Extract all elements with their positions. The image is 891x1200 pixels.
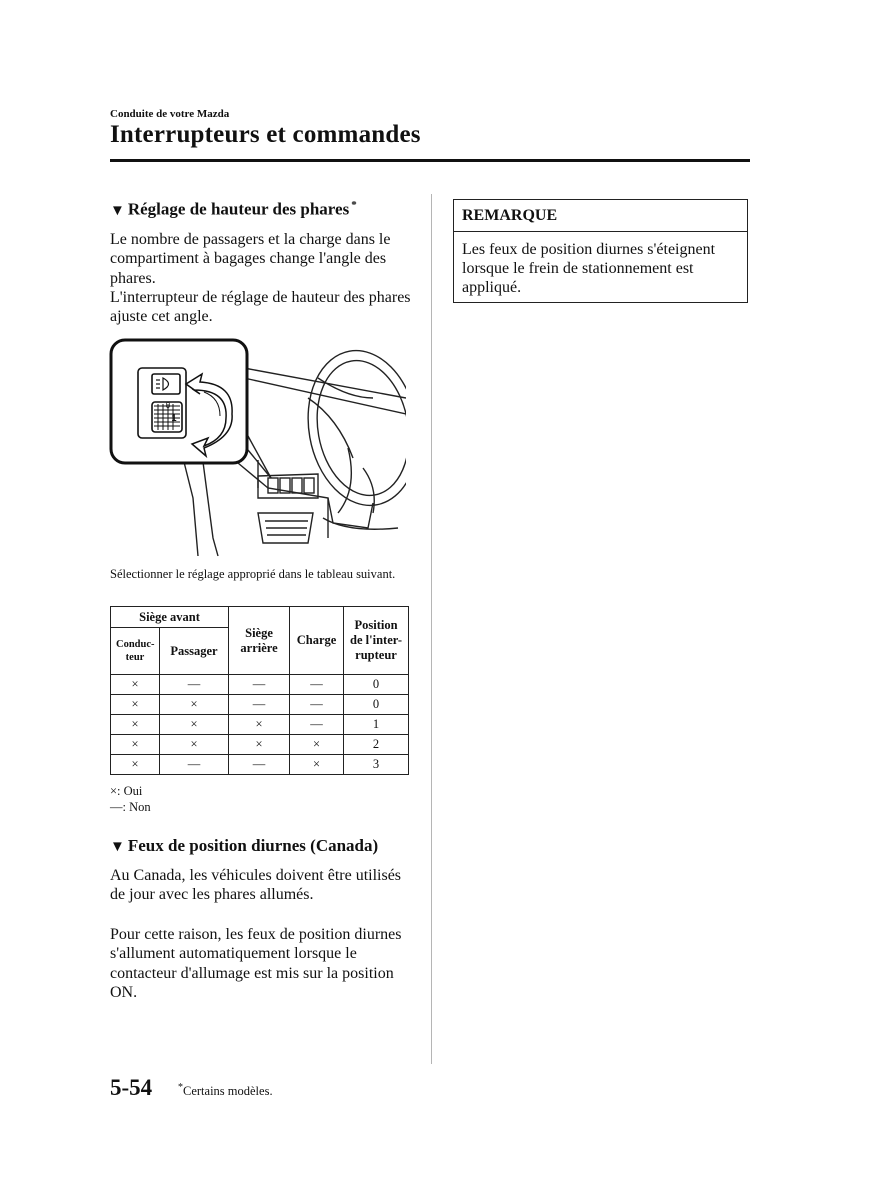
table-cell: — — [160, 755, 229, 775]
dial-number-1: 1 — [171, 413, 177, 423]
body-paragraph: Pour cette raison, les feux de position diurnes s'allument automatiquement lorsque le contacteur d'allumage est mis sur la position ON. — [110, 926, 402, 1001]
table-cell: × — [111, 675, 160, 695]
legend-no: —: Non — [110, 800, 151, 814]
table-row — [111, 715, 409, 735]
table-caption: Sélectionner le réglage approprié dans le tableau suivant. — [110, 567, 396, 581]
headlight-leveling-switch-illustration — [108, 338, 406, 558]
table-row — [111, 675, 409, 695]
section-title: Feux de position diurnes (Canada) — [127, 836, 379, 855]
table-row — [111, 695, 409, 715]
table-cell: × — [160, 715, 229, 735]
body-paragraph: L'interrupteur de réglage de hauteur des phares ajuste cet angle. — [110, 289, 411, 326]
footnote-text: Certains modèles. — [183, 1084, 273, 1099]
table-cell: × — [229, 715, 290, 735]
running-head: Conduite de votre Mazda — [110, 108, 230, 120]
asterisk-icon: * — [178, 1082, 183, 1093]
table-cell: × — [111, 755, 160, 775]
table-cell: × — [111, 695, 160, 715]
table-cell: — — [290, 695, 344, 715]
table-cell: × — [290, 735, 344, 755]
body-paragraph: Au Canada, les véhicules doivent être utilisés de jour avec les phares allumés. — [110, 867, 402, 904]
note-text: Les feux de position diurnes s'éteignent lorsque le frein de stationnement est appliqué. — [462, 241, 716, 296]
table-cell: × — [160, 695, 229, 715]
table-cell: 1 — [344, 715, 409, 735]
table-cell: × — [160, 735, 229, 755]
table-cell: — — [160, 675, 229, 695]
header-rear-seat: Siège arrière — [229, 607, 290, 675]
table-row — [111, 735, 409, 755]
table-cell: × — [290, 755, 344, 775]
legend-yes: ×: Oui — [110, 784, 143, 798]
table-cell: × — [111, 735, 160, 755]
table-cell: — — [229, 675, 290, 695]
section-marker-triangle: ▼ — [110, 202, 125, 219]
asterisk-icon: * — [351, 199, 357, 211]
section-heading-daytime-running-lights — [110, 836, 378, 856]
note-title: REMARQUE — [462, 207, 558, 224]
section-title: Réglage de hauteur des phares — [127, 199, 350, 219]
note-divider — [454, 231, 747, 232]
footnote — [176, 1082, 273, 1099]
table-cell: — — [229, 755, 290, 775]
table-cell: 0 — [344, 695, 409, 715]
header-passenger: Passager — [160, 628, 229, 675]
table-cell: — — [229, 695, 290, 715]
leveling-position-table — [110, 606, 409, 775]
header-switch-position: Position de l'inter-rupteur — [344, 607, 409, 675]
page-number: 5-54 — [110, 1075, 153, 1100]
table-cell: 3 — [344, 755, 409, 775]
column-divider — [431, 194, 432, 1064]
section-heading-headlight-leveling — [110, 199, 357, 220]
header-driver: Conduc-teur — [111, 628, 160, 675]
title-rule — [110, 159, 750, 162]
section-marker-triangle: ▼ — [110, 839, 125, 855]
header-front-seat: Siège avant — [111, 607, 229, 628]
note-box — [453, 199, 748, 303]
body-paragraph: Le nombre de passagers et la charge dans le compartiment à bagages change l'angle des phares. — [110, 231, 391, 287]
table-cell: × — [229, 735, 290, 755]
table-legend — [110, 783, 151, 815]
table-cell: 2 — [344, 735, 409, 755]
table-cell: — — [290, 715, 344, 735]
header-load: Charge — [290, 607, 344, 675]
table-cell: 0 — [344, 675, 409, 695]
table-row — [111, 755, 409, 775]
table-cell: — — [290, 675, 344, 695]
dial-number-0: 0 — [165, 401, 171, 410]
chapter-title: Interrupteurs et commandes — [110, 121, 421, 148]
table-cell: × — [111, 715, 160, 735]
